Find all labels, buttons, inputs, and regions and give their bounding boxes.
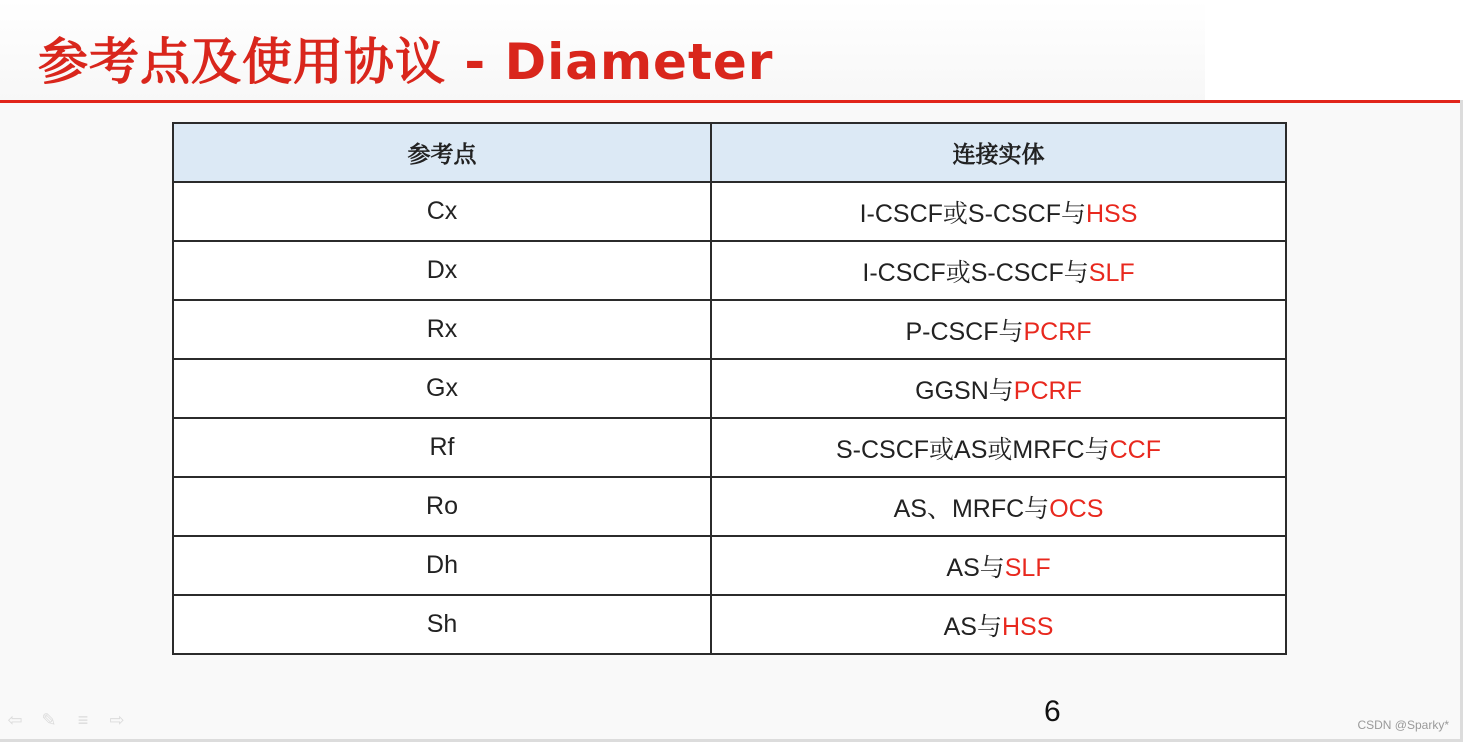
title-bar	[0, 0, 1205, 100]
table-row	[173, 536, 1286, 595]
reference-point-cell: Rx	[173, 300, 711, 359]
entities-text: P-CSCF与	[905, 317, 1024, 346]
entities-text: AS与	[946, 553, 1005, 582]
page-number: 6	[1044, 695, 1061, 728]
highlighted-entity: SLF	[1088, 258, 1135, 287]
entities-cell	[711, 241, 1286, 300]
entities-cell	[711, 182, 1286, 241]
entities-cell	[711, 595, 1286, 654]
highlighted-entity: PCRF	[1013, 376, 1082, 405]
table-row	[173, 418, 1286, 477]
table-header-row	[173, 123, 1286, 182]
highlighted-entity: CCF	[1109, 435, 1161, 464]
reference-point-cell: Sh	[173, 595, 711, 654]
reference-point-cell: Gx	[173, 359, 711, 418]
entities-text: AS、MRFC与	[893, 494, 1050, 523]
entities-cell	[711, 536, 1286, 595]
entities-text: S-CSCF或AS或MRFC与	[836, 435, 1110, 464]
watermark: CSDN @Sparky*	[1357, 718, 1449, 732]
entities-text: I-CSCF或S-CSCF与	[862, 258, 1089, 287]
table-row	[173, 359, 1286, 418]
next-arrow-icon[interactable]: ⇨	[109, 710, 125, 730]
reference-point-cell: Cx	[173, 182, 711, 241]
highlighted-entity: SLF	[1004, 553, 1051, 582]
pen-icon[interactable]: ✎	[41, 710, 57, 730]
entities-cell	[711, 477, 1286, 536]
menu-icon[interactable]: ≡	[77, 710, 89, 730]
header-reference-point: 参考点	[173, 123, 711, 182]
table-row	[173, 300, 1286, 359]
entities-text: AS与	[943, 612, 1002, 641]
slide-title: 参考点及使用协议 - Diameter	[38, 33, 774, 91]
entities-cell	[711, 418, 1286, 477]
highlighted-entity: HSS	[1001, 612, 1054, 641]
table-row	[173, 241, 1286, 300]
table-row	[173, 182, 1286, 241]
table-row	[173, 477, 1286, 536]
reference-point-cell: Dh	[173, 536, 711, 595]
reference-point-cell: Ro	[173, 477, 711, 536]
table-row	[173, 595, 1286, 654]
reference-point-cell: Dx	[173, 241, 711, 300]
entities-text: I-CSCF或S-CSCF与	[859, 199, 1086, 228]
previous-arrow-icon[interactable]: ⇦	[7, 710, 23, 730]
highlighted-entity: PCRF	[1023, 317, 1092, 346]
entities-cell	[711, 300, 1286, 359]
reference-point-table	[172, 122, 1287, 655]
entities-text: GGSN与	[915, 376, 1014, 405]
slideshow-nav	[4, 710, 128, 731]
header-connected-entities: 连接实体	[711, 123, 1286, 182]
highlighted-entity: OCS	[1049, 494, 1104, 523]
entities-cell	[711, 359, 1286, 418]
reference-point-cell: Rf	[173, 418, 711, 477]
highlighted-entity: HSS	[1085, 199, 1138, 228]
